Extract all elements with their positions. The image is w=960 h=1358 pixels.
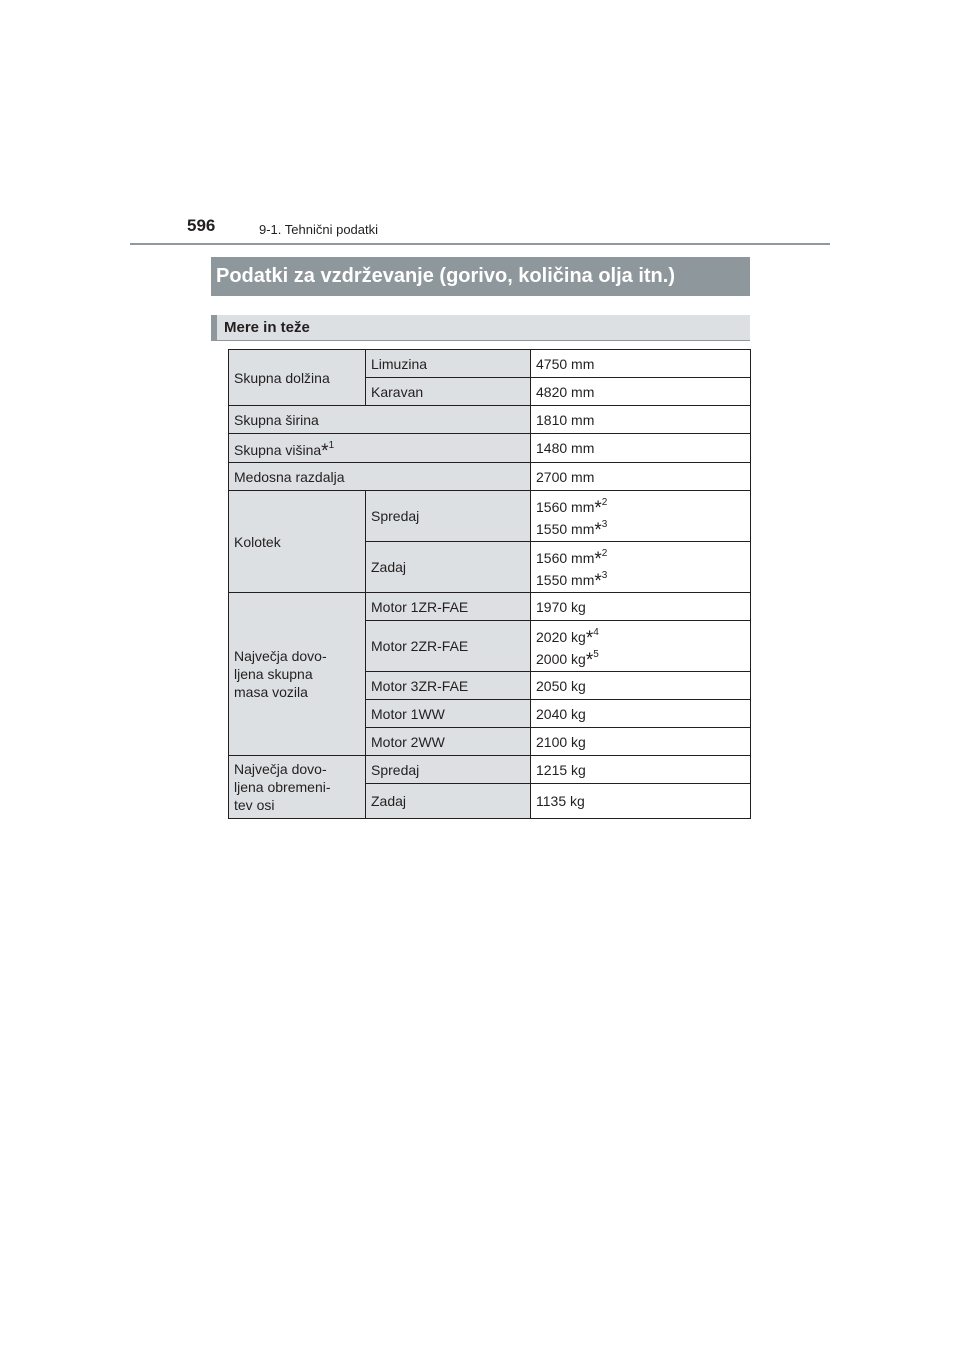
footnote-number: 3 <box>601 570 608 581</box>
gross-mass-value: 2050 kg <box>531 672 751 700</box>
footnote-asterisk-icon: * <box>585 650 594 671</box>
gross-mass-value: 2100 kg <box>531 728 751 756</box>
footnote-number: 4 <box>593 627 599 638</box>
gross-mass-value-a: 2020 kg <box>536 629 586 645</box>
footnote-asterisk-icon: * <box>585 628 594 649</box>
table-row <box>229 350 751 378</box>
footnote-asterisk-icon: * <box>594 571 602 592</box>
engine-label: Motor 2WW <box>366 728 531 756</box>
engine-label: Motor 1WW <box>366 700 531 728</box>
axle-load-label-line: tev osi <box>234 797 275 813</box>
wheelbase-label: Medosna razdalja <box>229 463 531 491</box>
table-row <box>229 491 751 542</box>
footnote-asterisk-icon: * <box>594 549 602 570</box>
engine-label: Motor 3ZR-FAE <box>366 672 531 700</box>
axle-rear-value: 1135 kg <box>531 784 751 819</box>
axle-load-label <box>229 756 366 819</box>
table-row <box>229 434 751 463</box>
gross-mass-value: 2040 kg <box>531 700 751 728</box>
table-row <box>229 406 751 434</box>
axle-front-value: 1215 kg <box>531 756 751 784</box>
page-number: 596 <box>187 216 216 235</box>
gross-mass-label-line: ljena skupna <box>234 666 313 682</box>
section-title: Podatki za vzdrževanje (gorivo, količina olja itn.) <box>211 257 750 296</box>
footnote-asterisk-icon: * <box>594 520 602 541</box>
dimensions-table <box>228 349 751 819</box>
gross-mass-label-line: Največja dovo- <box>234 648 327 664</box>
height-value: 1480 mm <box>531 434 751 463</box>
height-label: Skupna višina <box>234 442 322 458</box>
gross-mass-label <box>229 593 366 756</box>
table-row <box>229 593 751 621</box>
width-label: Skupna širina <box>229 406 531 434</box>
width-value: 1810 mm <box>531 406 751 434</box>
tread-front-value-b: 1550 mm <box>536 521 595 537</box>
engine-label: Motor 2ZR-FAE <box>366 621 531 672</box>
header-divider <box>130 243 830 245</box>
table-row <box>229 463 751 491</box>
height-label-cell <box>229 434 531 463</box>
footnote-number: 2 <box>601 548 608 559</box>
gross-mass-value-b: 2000 kg <box>536 651 586 667</box>
gross-mass-value: 1970 kg <box>531 593 751 621</box>
footnote-number: 2 <box>601 497 608 508</box>
gross-mass-value <box>531 621 751 672</box>
sedan-label: Limuzina <box>366 350 531 378</box>
subsection-accent-bar <box>211 315 217 341</box>
footnote-number: 3 <box>601 519 608 530</box>
tread-rear-value-a: 1560 mm <box>536 550 595 566</box>
footnote-asterisk-icon: * <box>594 498 602 519</box>
tread-label: Kolotek <box>229 491 366 593</box>
wagon-length-value: 4820 mm <box>531 378 751 406</box>
footnote-number: 5 <box>593 649 599 660</box>
gross-mass-label-line: masa vozila <box>234 684 308 700</box>
subsection-title <box>211 315 750 341</box>
tread-rear-label: Zadaj <box>366 542 531 593</box>
footnote-asterisk-icon: * <box>321 441 329 462</box>
engine-label: Motor 1ZR-FAE <box>366 593 531 621</box>
chapter-heading: 9-1. Tehnični podatki <box>259 222 379 237</box>
footnote-number: 1 <box>328 440 335 451</box>
table-row <box>229 756 751 784</box>
tread-rear-value-b: 1550 mm <box>536 572 595 588</box>
sedan-length-value: 4750 mm <box>531 350 751 378</box>
tread-front-value-a: 1560 mm <box>536 499 595 515</box>
wagon-label: Karavan <box>366 378 531 406</box>
tread-front-value <box>531 491 751 542</box>
axle-rear-label: Zadaj <box>366 784 531 819</box>
length-label: Skupna dolžina <box>229 350 366 406</box>
axle-load-label-line: Največja dovo- <box>234 761 327 777</box>
subsection-title-text: Mere in teže <box>224 319 310 336</box>
tread-front-label: Spredaj <box>366 491 531 542</box>
axle-front-label: Spredaj <box>366 756 531 784</box>
axle-load-label-line: ljena obremeni- <box>234 779 331 795</box>
tread-rear-value <box>531 542 751 593</box>
wheelbase-value: 2700 mm <box>531 463 751 491</box>
